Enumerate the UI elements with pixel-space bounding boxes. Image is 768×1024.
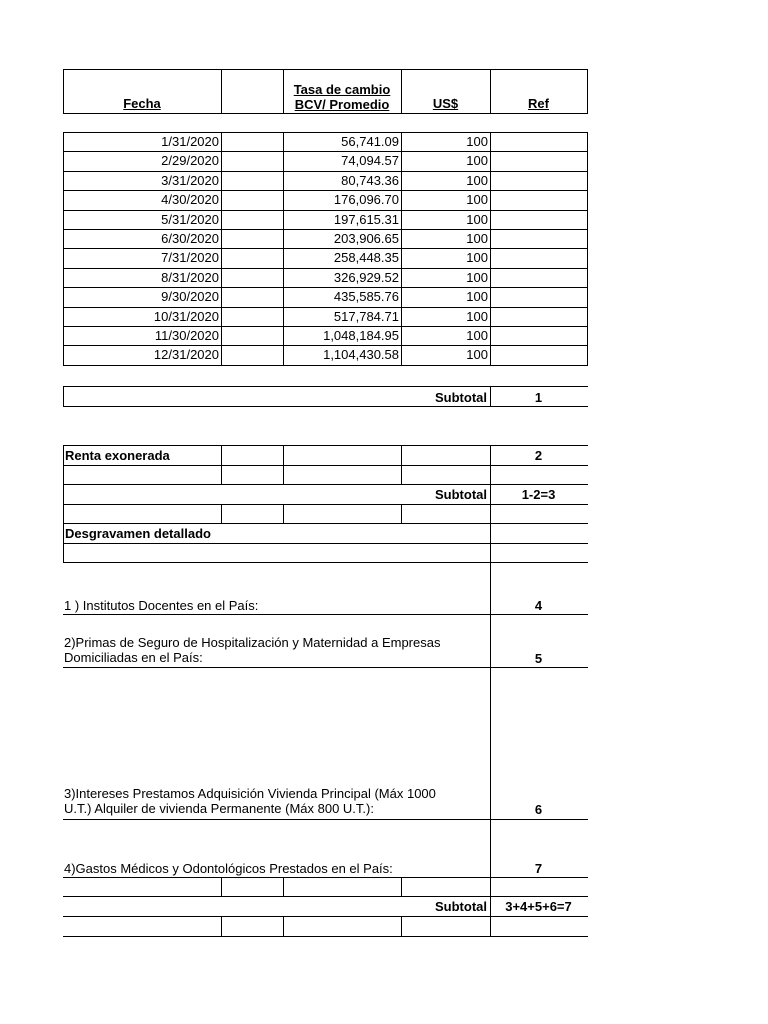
item-3-ref: 6 [534,802,543,817]
desgravamen-title: Desgravamen detallado [65,526,211,541]
tasa-cell: 203,906.65 [333,231,399,246]
tasa-cell: 197,615.31 [333,212,399,227]
tasa-cell: 1,048,184.95 [323,328,399,343]
subtotal-1-ref: 1 [534,390,543,405]
item-3-text-line2: U.T.) Alquiler de vivienda Permanente (Máx 800 U.T.): [64,801,374,816]
usd-cell: 100 [466,328,488,343]
tasa-cell: 176,096.70 [333,192,399,207]
usd-cell: 100 [466,153,488,168]
fecha-cell: 11/30/2020 [154,328,219,343]
fecha-cell: 2/29/2020 [161,153,219,168]
subtotal-2-label: Subtotal [435,487,487,502]
header-ref: Ref [528,96,549,111]
subtotal-1-label: Subtotal [435,390,487,405]
fecha-cell: 4/30/2020 [161,192,219,207]
subtotal-2-ref: 1-2=3 [521,487,556,502]
fecha-cell: 5/31/2020 [161,212,219,227]
subtotal-3-label: Subtotal [435,899,487,914]
tasa-cell: 258,448.35 [333,250,399,265]
fecha-cell: 9/30/2020 [161,289,219,304]
fecha-cell: 6/30/2020 [161,231,219,246]
header-fecha: Fecha [123,96,161,111]
usd-cell: 100 [466,347,488,362]
item-1-text: 1 ) Institutos Docentes en el País: [64,598,259,613]
tasa-cell: 517,784.71 [333,309,399,324]
fecha-cell: 1/31/2020 [161,134,219,149]
tasa-cell: 1,104,430.58 [323,347,399,362]
tasa-cell: 326,929.52 [333,270,399,285]
item-1-ref: 4 [534,598,543,613]
fecha-cell: 8/31/2020 [161,270,219,285]
usd-cell: 100 [466,309,488,324]
item-4-ref: 7 [534,861,543,876]
usd-cell: 100 [466,173,488,188]
tasa-cell: 80,743.36 [341,173,399,188]
item-4-text: 4)Gastos Médicos y Odontológicos Prestados en el País: [64,861,393,876]
usd-cell: 100 [466,212,488,227]
usd-cell: 100 [466,270,488,285]
renta-label: Renta exonerada [65,448,170,463]
fecha-cell: 12/31/2020 [153,347,219,362]
fecha-cell: 10/31/2020 [153,309,219,324]
header-usd: US$ [432,96,459,111]
tasa-cell: 74,094.57 [341,153,399,168]
item-3-text-line1: 3)Intereses Prestamos Adquisición Vivienda Principal (Máx 1000 [64,786,436,801]
header-tasa-line2: BCV/ Promedio [294,97,390,112]
usd-cell: 100 [466,192,488,207]
subtotal-3-ref: 3+4+5+6=7 [505,899,572,914]
usd-cell: 100 [466,250,488,265]
tasa-cell: 56,741.09 [341,134,399,149]
usd-cell: 100 [466,231,488,246]
tasa-cell: 435,585.76 [333,289,399,304]
usd-cell: 100 [466,289,488,304]
item-2-text-line2: Domiciliadas en el País: [64,650,203,665]
fecha-cell: 7/31/2020 [161,250,219,265]
fecha-cell: 3/31/2020 [161,173,219,188]
item-2-ref: 5 [534,651,543,666]
item-2-text-line1: 2)Primas de Seguro de Hospitalización y Maternidad a Empresas [64,635,441,650]
renta-ref: 2 [534,448,543,463]
header-tasa-line1: Tasa de cambio [293,82,391,97]
usd-cell: 100 [466,134,488,149]
